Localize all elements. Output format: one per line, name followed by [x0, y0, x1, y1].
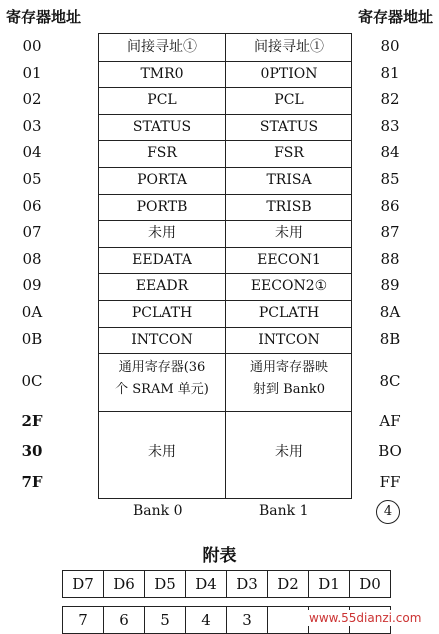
gpr-text-line: 个 SRAM 单元): [115, 382, 209, 398]
bank0-address: 0C: [21, 372, 43, 391]
bank0-register: PCL: [147, 92, 177, 109]
bank1-address: 8C: [379, 372, 401, 391]
row-divider: [99, 247, 351, 248]
bank1-register: 间接寻址①: [254, 39, 324, 55]
bank0-unused: 未用: [148, 444, 176, 461]
bank1-address: BO: [378, 442, 402, 461]
bank1-address: 81: [380, 63, 400, 82]
gpr-text-line: 射到 Bank0: [253, 382, 325, 398]
bank0-register: 间接寻址①: [127, 39, 197, 55]
bank0-address: 06: [22, 196, 42, 215]
bit-header-row: [62, 570, 391, 598]
bank1-address: 87: [380, 223, 400, 242]
bit-header-cell: D3: [227, 571, 268, 598]
bank1-register: INTCON: [258, 331, 320, 348]
bit-value-cell: [268, 607, 309, 634]
bank0-label: Bank 0: [133, 503, 183, 519]
bit-value-cell: 4: [186, 607, 227, 634]
bank1-address: 85: [380, 170, 400, 188]
bank1-register: 未用: [275, 225, 303, 242]
bank0-address: 05: [22, 170, 42, 188]
bank1-address: 86: [380, 196, 400, 215]
bank0-register: STATUS: [132, 118, 192, 135]
bank0-register: PORTB: [136, 198, 188, 215]
bank0-address: 7F: [21, 473, 43, 492]
bank0-address: 09: [22, 276, 42, 295]
bit-header-cell: D1: [309, 571, 350, 598]
bank1-register: STATUS: [259, 118, 319, 135]
watermark: www.55dianzi.com: [306, 610, 424, 626]
bank0-address: 02: [22, 90, 42, 109]
bank0-register: TMR0: [140, 65, 184, 82]
bank1-register: 0PTION: [260, 65, 318, 82]
bank0-address: 2F: [21, 412, 43, 431]
bank1-register: PCLATH: [258, 305, 320, 321]
bit-value-cell: 5: [145, 607, 186, 634]
bank0-address: 0A: [21, 303, 43, 321]
bank0-register: EEADR: [135, 278, 189, 295]
bank1-gpr-block: [226, 357, 352, 401]
bit-value-cell: 3: [227, 607, 268, 634]
gpr-text-line: 通用寄存器(36: [118, 360, 206, 376]
bank0-register: PCLATH: [131, 305, 193, 321]
bank1-register: TRISA: [266, 172, 312, 188]
bank1-address: 82: [380, 90, 400, 109]
bit-header-cell: D5: [145, 571, 186, 598]
row-divider: [99, 220, 351, 221]
bank0-address: 08: [22, 249, 42, 268]
bank1-label: Bank 1: [259, 503, 309, 519]
figure-number-circle: 4: [376, 500, 400, 524]
row-divider: [99, 353, 351, 354]
right-address-header: 寄存器地址: [357, 8, 433, 26]
bank0-address: 07: [22, 223, 42, 242]
bank0-register: INTCON: [131, 331, 193, 348]
bank1-register: EECON1: [257, 251, 321, 268]
row-divider: [99, 300, 351, 301]
bit-header-cell: D7: [63, 571, 104, 598]
row-divider: [99, 194, 351, 195]
bank0-address: 30: [21, 442, 43, 461]
bank1-address: 84: [380, 143, 400, 162]
bank1-unused: 未用: [275, 444, 303, 461]
table-caption: 附表: [202, 546, 237, 566]
bank0-address: 04: [22, 143, 42, 162]
bank0-address: 0B: [21, 329, 43, 348]
bank0-address: 01: [22, 63, 42, 82]
bank0-gpr-block: [99, 357, 225, 401]
bank1-address: 80: [380, 37, 400, 55]
row-divider: [99, 411, 351, 412]
bank1-register: EECON2①: [250, 278, 328, 295]
bank1-register: TRISB: [266, 198, 312, 215]
bit-header-cell: D6: [104, 571, 145, 598]
row-divider: [99, 114, 351, 115]
bank1-address: 8B: [379, 329, 401, 348]
register-map-table: [98, 33, 352, 499]
bit-header-cell: D4: [186, 571, 227, 598]
bank0-register: EEDATA: [132, 251, 192, 268]
bit-value-cell: 7: [63, 607, 104, 634]
row-divider: [99, 273, 351, 274]
bank0-register: 未用: [148, 225, 176, 242]
gpr-text-line: 通用寄存器映: [249, 360, 328, 376]
row-divider: [99, 140, 351, 141]
bank1-address: 89: [380, 276, 400, 295]
bank1-register: PCL: [274, 92, 304, 109]
left-address-header: 寄存器地址: [6, 8, 82, 26]
bank1-address: FF: [379, 473, 401, 492]
bank0-register: PORTA: [137, 172, 187, 188]
bank0-address: 00: [22, 37, 42, 55]
bank1-register: FSR: [274, 145, 304, 162]
row-divider: [99, 167, 351, 168]
bank1-address: 83: [380, 116, 400, 135]
row-divider: [99, 61, 351, 62]
bank1-address: 8A: [379, 303, 401, 321]
bank0-register: FSR: [147, 145, 177, 162]
bank1-address: AF: [379, 412, 401, 431]
row-divider: [99, 87, 351, 88]
bank1-address: 88: [380, 249, 400, 268]
bit-header-cell: D2: [268, 571, 309, 598]
row-divider: [99, 327, 351, 328]
bank0-address: 03: [22, 116, 42, 135]
bit-value-cell: 6: [104, 607, 145, 634]
bit-header-cell: D0: [350, 571, 391, 598]
